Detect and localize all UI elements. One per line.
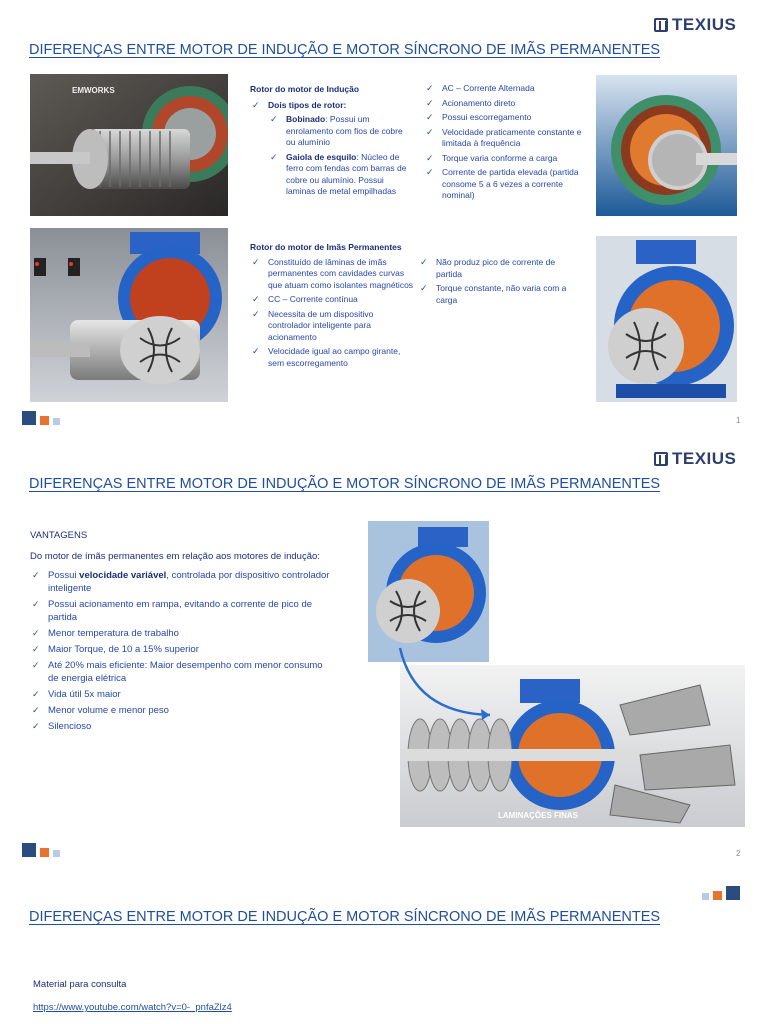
list-item: ✓ Constituído de lâminas de imãs permanentes com cavidades curvas que atuam como isolantes magnéticos bbox=[250, 257, 415, 292]
advantages-text bbox=[30, 529, 335, 736]
square-orange bbox=[40, 416, 49, 425]
advantages-list bbox=[30, 569, 335, 733]
induction-rotor-text bbox=[250, 84, 412, 201]
square-light bbox=[53, 850, 60, 857]
type2-name: Gaiola de esquilo bbox=[286, 151, 357, 162]
list-item: ✓ CC – Corrente contínua bbox=[250, 294, 415, 306]
type1-name: Bobinado bbox=[286, 114, 326, 124]
induction-rotor-image bbox=[30, 74, 228, 216]
list-item: ✓ Velocidade igual ao campo girante, sem escorregamento bbox=[250, 346, 415, 369]
decorative-squares bbox=[22, 843, 60, 857]
list-item: ✓ Corrente de partida elevada (partida consome 5 a 6 vezes a corrente nominal) bbox=[424, 167, 584, 202]
brand-name: TEXIUS bbox=[672, 449, 737, 468]
rotor-types-sublist bbox=[268, 114, 412, 198]
list-item: ✓ Menor temperatura de trabalho bbox=[30, 627, 335, 640]
page-number: 2 bbox=[736, 849, 741, 858]
texius-logo bbox=[654, 15, 736, 35]
pm-rotor-text bbox=[250, 242, 415, 372]
pm-motor-image bbox=[596, 236, 737, 402]
list-item: ✓ Acionamento direto bbox=[424, 98, 584, 110]
section-heading: VANTAGENS bbox=[30, 530, 88, 541]
slide-1 bbox=[0, 0, 768, 432]
material-label: Material para consulta bbox=[33, 979, 127, 990]
page-number: 1 bbox=[736, 416, 741, 425]
list-item bbox=[250, 100, 412, 198]
list-item: ✓ Silencioso bbox=[30, 720, 335, 733]
induction-features-list bbox=[424, 83, 584, 202]
pm-features-right-list bbox=[418, 257, 583, 306]
square-light bbox=[702, 893, 709, 900]
types-heading: Dois tipos de rotor: bbox=[268, 99, 347, 110]
slide-title: DIFERENÇAS ENTRE MOTOR DE INDUÇÃO E MOTOR SÍNCRONO DE IMÃS PERMANENTES bbox=[29, 476, 661, 492]
pm-features-list bbox=[250, 257, 415, 370]
pm-heading: Rotor do motor de Imãs Permanentes bbox=[250, 242, 402, 252]
type2-text: : Núcleo de ferro com fendas com barras de cobre ou alumínio. Possui laminas de metal empilhadas bbox=[286, 151, 407, 196]
texius-logo-icon bbox=[654, 452, 668, 466]
list-item bbox=[268, 114, 412, 149]
reference-link[interactable]: https://www.youtube.com/watch?v=0-_pnfaZlz4 bbox=[33, 1002, 232, 1013]
connector-arrow bbox=[395, 643, 505, 723]
list-item: ✓ Torque constante, não varia com a carga bbox=[418, 283, 583, 306]
list-item: ✓ Velocidade praticamente constante e limitada à frequência bbox=[424, 127, 584, 150]
list-item bbox=[30, 569, 335, 595]
pm-rotor-image bbox=[30, 228, 228, 402]
induction-features bbox=[424, 83, 584, 205]
square-orange bbox=[40, 848, 49, 857]
texius-logo bbox=[654, 449, 736, 469]
list-item: ✓ Possui escorregamento bbox=[424, 112, 584, 124]
pm-motor-small-image bbox=[368, 521, 489, 662]
list-item: ✓ Maior Torque, de 10 a 15% superior bbox=[30, 643, 335, 656]
list-item: ✓ Menor volume e menor peso bbox=[30, 704, 335, 717]
square-orange bbox=[713, 891, 722, 900]
slide-3 bbox=[0, 866, 768, 1024]
item-bold: velocidade variável bbox=[79, 570, 167, 581]
item-prefix: Possui bbox=[48, 570, 80, 581]
item-suffix: , controlada por dispositivo controlador inteligente bbox=[48, 570, 330, 594]
list-item: ✓ Não produz pico de corrente de partida bbox=[418, 257, 583, 280]
image-watermark-label: EMWORKS bbox=[72, 86, 115, 95]
subheading: Do motor de ímãs permanentes em relação aos motores de indução: bbox=[30, 551, 320, 562]
slide-title: DIFERENÇAS ENTRE MOTOR DE INDUÇÃO E MOTOR SÍNCRONO DE IMÃS PERMANENTES bbox=[29, 909, 661, 925]
pm-features-right bbox=[418, 257, 583, 309]
brand-name: TEXIUS bbox=[672, 15, 737, 34]
list-item: ✓ Possui acionamento em rampa, evitando a corrente de pico de partida bbox=[30, 598, 335, 624]
induction-heading: Rotor do motor de Indução bbox=[250, 84, 360, 94]
square-navy bbox=[726, 886, 740, 900]
list-item: ✓ Até 20% mais eficiente: Maior desempenho com menor consumo de energia elétrica bbox=[30, 659, 335, 685]
slide-2 bbox=[0, 433, 768, 865]
slide-title: DIFERENÇAS ENTRE MOTOR DE INDUÇÃO E MOTOR SÍNCRONO DE IMÃS PERMANENTES bbox=[29, 42, 661, 58]
list-item: ✓ Torque varia conforme a carga bbox=[424, 153, 584, 165]
square-light bbox=[53, 418, 60, 425]
list-item: ✓ AC – Corrente Alternada bbox=[424, 83, 584, 95]
induction-types-list bbox=[250, 100, 412, 198]
square-navy bbox=[22, 843, 36, 857]
decorative-squares bbox=[702, 886, 740, 900]
list-item: ✓ Necessita de um dispositivo controlador inteligente para acionamento bbox=[250, 309, 415, 344]
square-navy bbox=[22, 411, 36, 425]
image-caption: LAMINAÇÕES FINAS bbox=[498, 811, 578, 820]
list-item: ✓ Vida útil 5x maior bbox=[30, 688, 335, 701]
induction-motor-image bbox=[596, 75, 737, 216]
texius-logo-icon bbox=[654, 18, 668, 32]
list-item bbox=[268, 152, 412, 198]
type1-text: : Possui um enrolamento com fios de cobre ou alumínio bbox=[286, 114, 403, 147]
decorative-squares bbox=[22, 411, 60, 425]
